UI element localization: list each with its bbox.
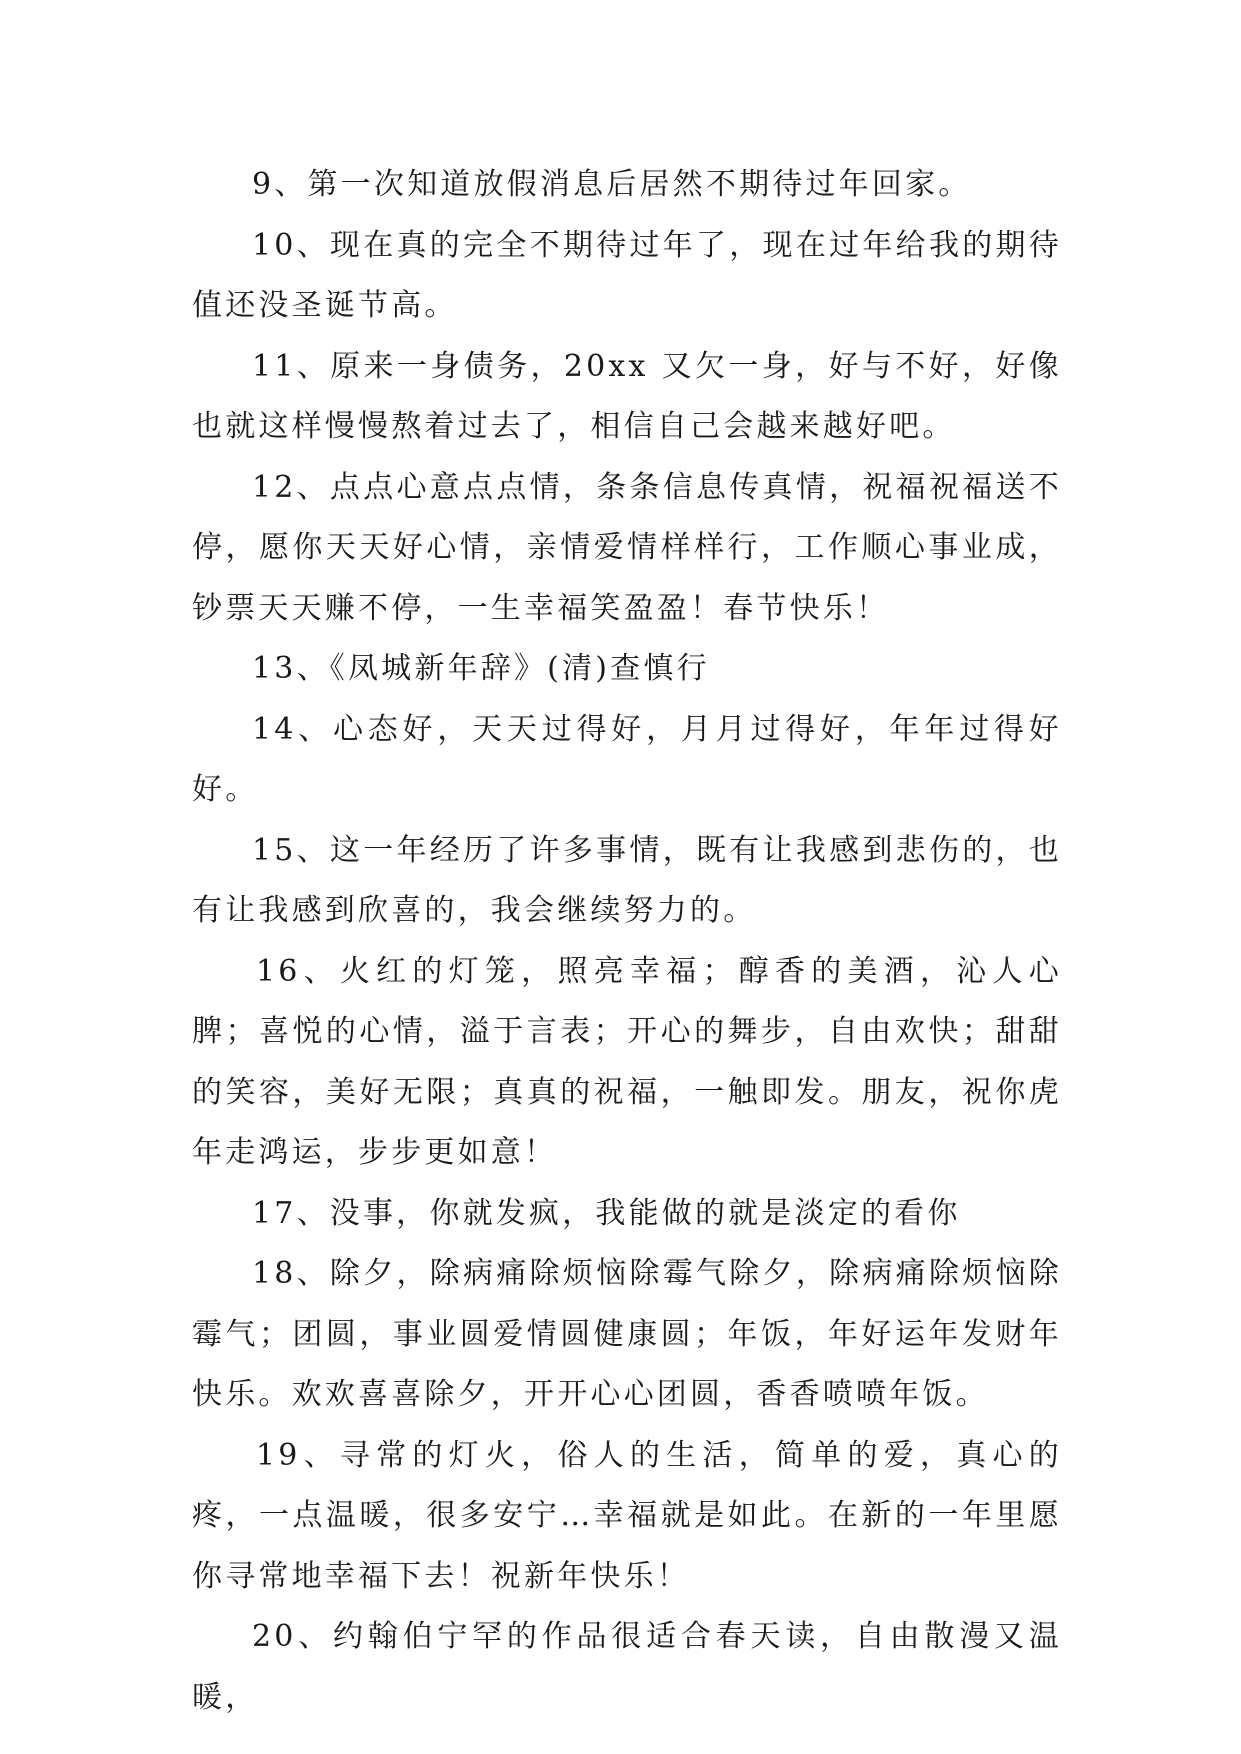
paragraph-20: 20、约翰伯宁罕的作品很适合春天读，自由散漫又温暖， bbox=[192, 1619, 1062, 1715]
paragraph-10: 10、现在真的完全不期待过年了，现在过年给我的期待值还没圣诞节高。 bbox=[192, 227, 1062, 323]
paragraph-17: 17、没事，你就发疯，我能做的就是淡定的看你 bbox=[252, 1195, 961, 1231]
paragraph-14: 14、心态好，天天过得好，月月过得好，年年过得好好。 bbox=[192, 711, 1062, 807]
paragraph-12: 12、点点心意点点情，条条信息传真情，祝福祝福送不停，愿你天天好心情，亲情爱情样样行，工作顺心事业成，钞票天天赚不停，一生幸福笑盈盈！春节快乐！ bbox=[192, 469, 1062, 626]
paragraph-19: 19、寻常的灯火，俗人的生活，简单的爱，真心的疼，一点温暖，很多安宁…幸福就是如此。在新的一年里愿你寻常地幸福下去！祝新年快乐！ bbox=[192, 1437, 1062, 1594]
paragraph-18: 18、除夕，除病痛除烦恼除霉气除夕，除病痛除烦恼除霉气；团圆，事业圆爱情圆健康圆；年饭，年好运年发财年快乐。欢欢喜喜除夕，开开心心团圆，香香喷喷年饭。 bbox=[192, 1256, 1062, 1412]
paragraph-9: 9、第一次知道放假消息后居然不期待过年回家。 bbox=[252, 167, 972, 202]
paragraph-16: 16、火红的灯笼，照亮幸福；醇香的美酒，沁人心脾；喜悦的心情，溢于言表；开心的舞步，自由欢快；甜甜的笑容，美好无限；真真的祝福，一触即发。朋友，祝你虎年走鸿运，步步更如意！ bbox=[192, 953, 1062, 1170]
paragraph-15: 15、这一年经历了许多事情，既有让我感到悲伤的，也有让我感到欣喜的，我会继续努力的。 bbox=[192, 832, 1062, 928]
paragraph-13: 13、《凤城新年辞》(清)查慎行 bbox=[252, 651, 710, 686]
paragraph-11: 11、原来一身债务，20xx 又欠一身，好与不好，好像也就这样慢慢熬着过去了，相信自己会越来越好吧。 bbox=[192, 348, 1062, 444]
document-body bbox=[192, 155, 1062, 1728]
